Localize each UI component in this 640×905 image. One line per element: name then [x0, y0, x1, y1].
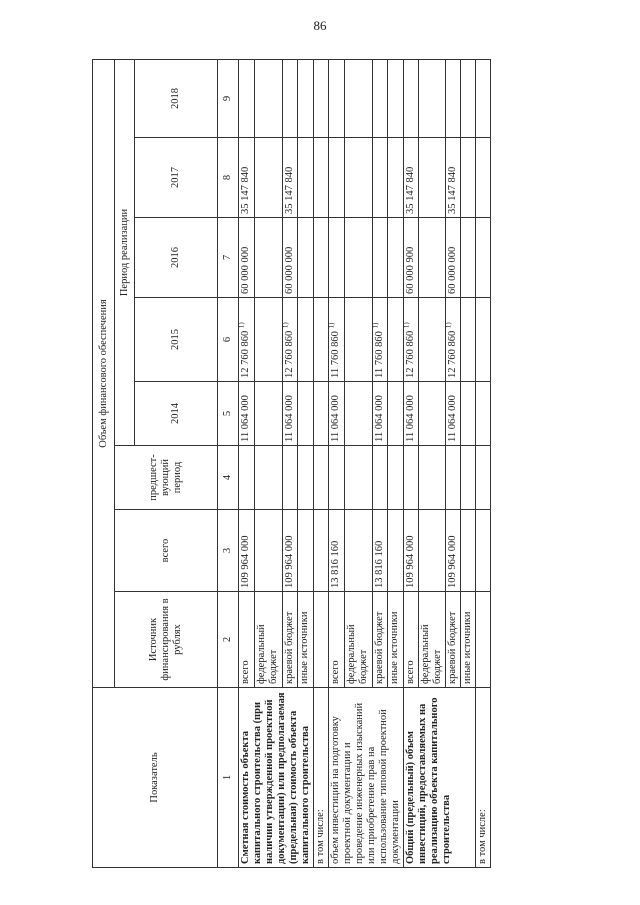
y2014-cell: 11 064 000	[282, 382, 298, 446]
table-row	[404, 60, 419, 868]
table-row	[329, 60, 345, 868]
column-number: 3	[218, 510, 239, 592]
source-cell: всего	[404, 592, 419, 688]
source-cell: краевой бюджет	[446, 592, 461, 688]
row-indicator: Общий (предельный) объем инвестиций, предоставляемых на реализацию объекта капитального строительства	[404, 688, 476, 868]
y2018-cell	[404, 60, 419, 138]
y2018-cell	[239, 60, 255, 138]
column-number: 6	[218, 298, 239, 382]
y2015-value: 12 760 860	[283, 330, 295, 378]
y2018-cell	[446, 60, 461, 138]
row-indicator: Сметная стоимость объекта капитального строительства (при наличии утвержденной проектной документации) или предполагаемая (предельная) стоимость объекта капитального строительства	[239, 688, 314, 868]
y2016-cell	[254, 218, 282, 298]
y2017-cell: 35 147 840	[282, 138, 298, 218]
source-cell: федеральный бюджет	[344, 592, 372, 688]
prev-cell	[282, 446, 298, 510]
y2015-cell	[446, 298, 461, 382]
source-cell: всего	[239, 592, 255, 688]
column-number: 9	[218, 60, 239, 138]
column-number: 7	[218, 218, 239, 298]
y2017-cell	[298, 138, 314, 218]
y2017-cell: 35 147 840	[404, 138, 419, 218]
header-year: 2014	[135, 382, 218, 446]
row-indicator: объем инвестиций на подготовку проектной документации и проведение инженерных изысканий или приобретение прав на использование типовой проектной документации	[329, 688, 404, 868]
header-year: 2017	[135, 138, 218, 218]
y2016-cell	[329, 218, 345, 298]
source-cell: краевой бюджет	[372, 592, 388, 688]
financing-table	[92, 59, 491, 868]
y2018-cell	[298, 60, 314, 138]
header-year: 2016	[135, 218, 218, 298]
y2016-cell: 60 000 000	[446, 218, 461, 298]
total-cell: 109 964 000	[404, 510, 419, 592]
prev-cell	[239, 446, 255, 510]
y2017-cell	[254, 138, 282, 218]
prev-cell	[372, 446, 388, 510]
y2015-value: 11 760 860	[373, 331, 385, 378]
header-previous-period: предшест-вующий период	[115, 446, 218, 510]
column-number: 1	[218, 688, 239, 868]
total-cell: 13 816 160	[372, 510, 388, 592]
footnote-mark: 1)	[402, 322, 411, 329]
header-indicator: Показатель	[93, 688, 218, 868]
y2014-cell	[254, 382, 282, 446]
table-row	[476, 60, 491, 868]
column-number: 4	[218, 446, 239, 510]
total-cell: 109 964 000	[239, 510, 255, 592]
y2016-cell: 60 000 900	[404, 218, 419, 298]
y2014-cell: 11 064 000	[372, 382, 388, 446]
y2017-cell: 35 147 840	[239, 138, 255, 218]
row-label: в том числе:	[314, 688, 329, 868]
total-cell	[298, 510, 314, 592]
y2018-cell	[254, 60, 282, 138]
page-number: 86	[313, 18, 327, 33]
y2014-cell: 11 064 000	[239, 382, 255, 446]
prev-cell	[298, 446, 314, 510]
row-label: в том числе:	[476, 688, 491, 868]
y2015-cell	[404, 298, 419, 382]
header-year: 2018	[135, 60, 218, 138]
y2015-value: 12 760 860	[240, 330, 251, 378]
prev-cell	[254, 446, 282, 510]
footnote-mark: 1)	[237, 322, 246, 329]
table-row	[314, 60, 329, 868]
y2015-cell	[282, 298, 298, 382]
source-cell: краевой бюджет	[282, 592, 298, 688]
total-cell: 109 964 000	[282, 510, 298, 592]
prev-cell	[446, 446, 461, 510]
y2015-cell	[329, 298, 345, 382]
column-number: 5	[218, 382, 239, 446]
footnote-mark: 1)	[327, 322, 336, 329]
y2016-cell: 60 000 000	[239, 218, 255, 298]
rotated-table	[92, 60, 570, 868]
header-title: Объем финансового обеспечения	[93, 60, 115, 688]
y2016-cell	[298, 218, 314, 298]
source-cell: федеральный бюджет	[254, 592, 282, 688]
y2015-cell	[372, 298, 388, 382]
y2014-cell	[298, 382, 314, 446]
prev-cell	[404, 446, 419, 510]
y2017-cell	[329, 138, 345, 218]
table-row	[239, 60, 255, 868]
y2018-cell	[329, 60, 345, 138]
header-total: всего	[115, 510, 218, 592]
rotated-table-wrapper	[92, 60, 570, 868]
total-cell	[254, 510, 282, 592]
source-cell: иные источники	[298, 592, 314, 688]
footnote-mark: 1)	[281, 322, 290, 329]
y2016-cell: 60 000 000	[282, 218, 298, 298]
column-number-row	[218, 60, 239, 868]
source-cell: федеральный бюджет	[419, 592, 446, 688]
header-year: 2015	[135, 298, 218, 382]
source-cell: иные источники	[461, 592, 476, 688]
column-number: 2	[218, 592, 239, 688]
y2015-value: 12 760 860	[447, 330, 458, 378]
y2015-value: 12 760 860	[405, 330, 416, 378]
y2018-cell	[282, 60, 298, 138]
total-cell: 109 964 000	[446, 510, 461, 592]
y2014-cell: 11 064 000	[404, 382, 419, 446]
prev-cell	[329, 446, 345, 510]
header-source: Источник финансирования в рублях	[115, 592, 218, 688]
y2015-cell	[254, 298, 282, 382]
y2014-cell: 11 064 000	[329, 382, 345, 446]
header-implementation-period: Период реализации	[115, 60, 135, 446]
y2015-value: 11 760 860	[330, 331, 341, 378]
column-number: 8	[218, 138, 239, 218]
y2015-cell	[239, 298, 255, 382]
y2014-cell: 11 064 000	[446, 382, 461, 446]
source-cell: всего	[329, 592, 345, 688]
footnote-mark: 1)	[444, 322, 453, 329]
footnote-mark: 1)	[371, 322, 380, 329]
y2015-cell	[298, 298, 314, 382]
source-cell: иные источники	[388, 592, 404, 688]
total-cell: 13 816 160	[329, 510, 345, 592]
y2017-cell: 35 147 840	[446, 138, 461, 218]
